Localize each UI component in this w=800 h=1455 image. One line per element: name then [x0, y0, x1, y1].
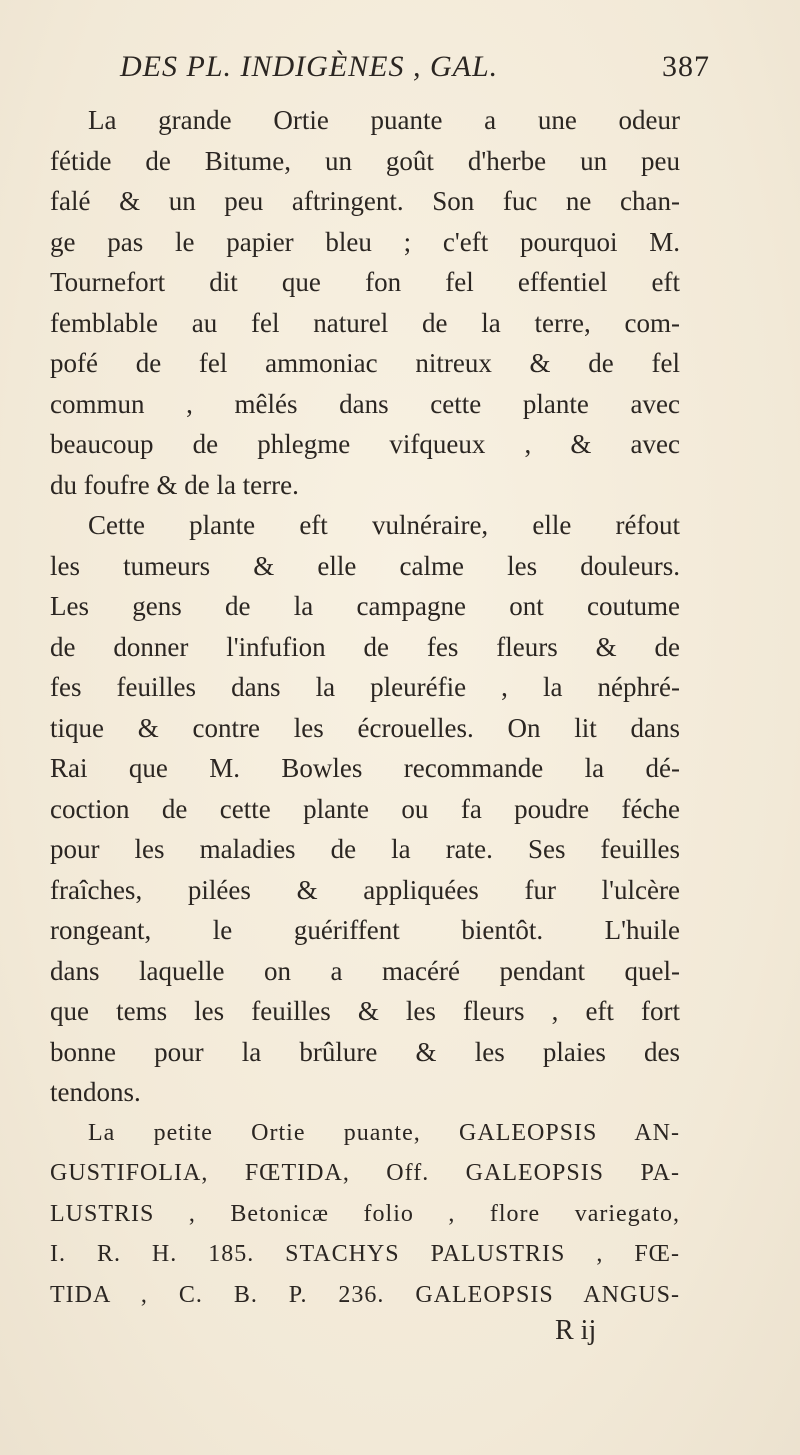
text-line: pofé de fel ammoniac nitreux & de fel [50, 348, 680, 378]
text-line: commun , mêlés dans cette plante avec [50, 388, 680, 419]
text-line: beaucoup de phlegme vifqueux , & avec [50, 429, 680, 459]
text-line: Rai que M. Bowles recommande la dé- [50, 753, 680, 783]
text-line: coction de cette plante ou fa poudre féche [50, 793, 680, 824]
text-line: fétide de Bitume, un goût d'herbe un peu [50, 145, 680, 176]
text-line: La grande Ortie puante a une odeur [88, 105, 680, 135]
page-header [110, 50, 710, 100]
text-line: du foufre & de la terre. [50, 469, 299, 500]
text-line: ge pas le papier bleu ; c'eft pourquoi M. [50, 226, 680, 257]
text-line: fraîches, pilées & appliquées fur l'ulcère [50, 874, 680, 905]
text-line: TIDA , C. B. P. 236. GALEOPSIS ANGUS- [50, 1281, 680, 1308]
text-line: dans laquelle on a macéré pendant quel- [50, 955, 680, 986]
page-number: 387 [662, 50, 710, 83]
text-line: Tournefort dit que fon fel effentiel eft [50, 267, 680, 297]
text-line: La petite Ortie puante, GALEOPSIS AN- [88, 1119, 680, 1146]
text-line: tendons. [50, 1077, 141, 1107]
text-line: rongeant, le guériffent bientôt. L'huile [50, 915, 680, 945]
text-line: pour les maladies de la rate. Ses feuilles [50, 834, 680, 864]
text-line: que tems les feuilles & les fleurs , eft fort [50, 996, 680, 1026]
text-line: les tumeurs & elle calme les douleurs. [50, 550, 680, 581]
text-line: Les gens de la campagne ont coutume [50, 591, 680, 621]
text-line: femblable au fel naturel de la terre, com- [50, 307, 680, 338]
text-line: GUSTIFOLIA, FŒTIDA, Off. GALEOPSIS PA- [50, 1160, 680, 1186]
text-line: de donner l'infufion de fes fleurs & de [50, 631, 680, 662]
text-line: tique & contre les écrouelles. On lit dans [50, 712, 680, 743]
text-line: falé & un peu aftringent. Son fuc ne chan- [50, 186, 680, 216]
text-line: fes feuilles dans la pleuréfie , la néphré- [50, 672, 680, 702]
text-line: I. R. H. 185. STACHYS PALUSTRIS , FŒ- [50, 1241, 680, 1267]
text-line: LUSTRIS , Betonicæ folio , flore variegato, [50, 1200, 680, 1227]
text-line: bonne pour la brûlure & les plaies des [50, 1036, 680, 1067]
signature-mark: R ij [555, 1315, 597, 1346]
running-head: DES PL. INDIGÈNES , GAL. [120, 50, 499, 83]
text-line: Cette plante eft vulnéraire, elle réfout [88, 510, 680, 540]
